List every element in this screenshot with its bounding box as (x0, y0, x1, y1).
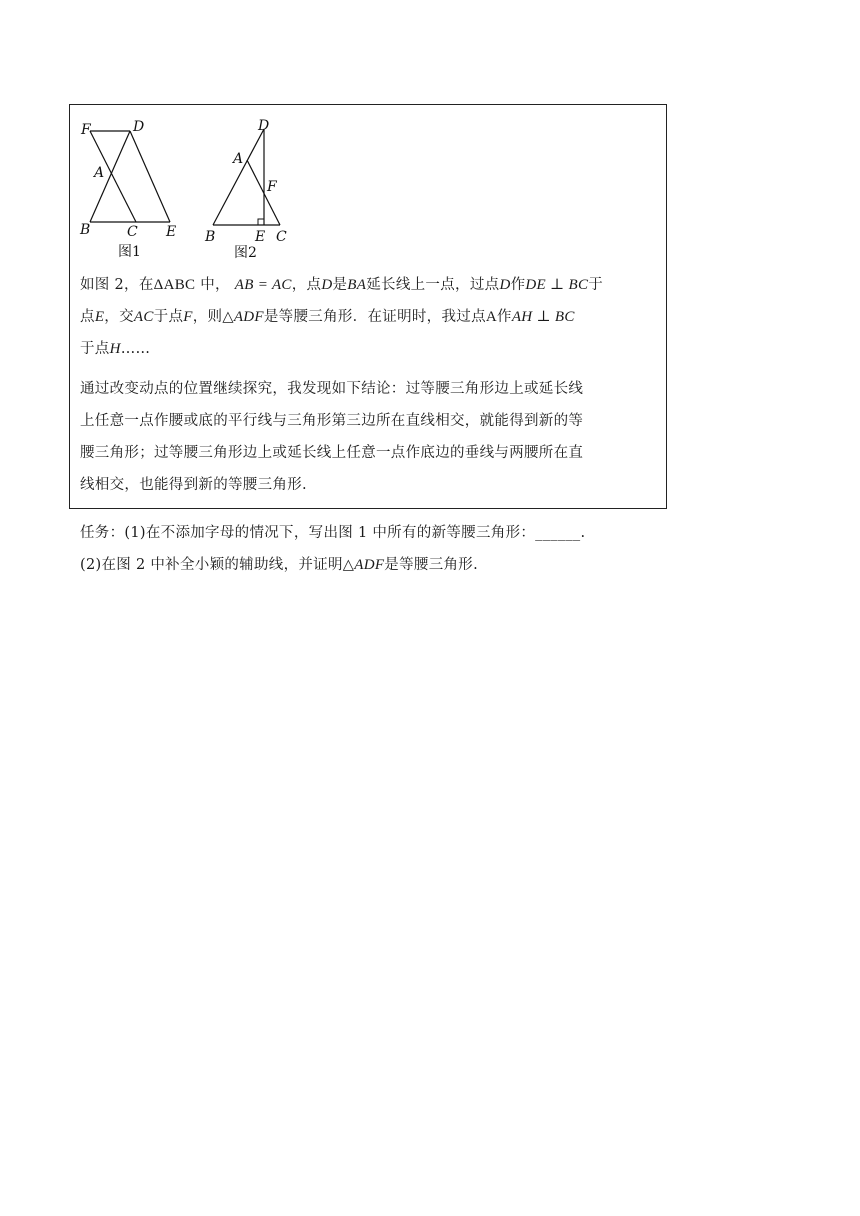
figure-2-diagram (200, 115, 300, 267)
figure-1-caption: 图1 (118, 244, 141, 260)
label-F: F (267, 179, 277, 195)
segment-DE (130, 131, 170, 222)
segment-BD (213, 129, 264, 225)
label-E: E (255, 229, 266, 245)
figure-1 (78, 117, 188, 267)
label-E: E (166, 224, 177, 240)
conclusion-line-3: 腰三角形；过等腰三角形边上或延长线上任意一点作底边的垂线与两腰所在直 (80, 445, 584, 461)
conclusion-line-2: 上任意一点作腰或底的平行线与三角形第三边所在直线相交，就能得到新的等 (80, 413, 584, 429)
setup-line-3: 于点H…… (80, 341, 151, 357)
conclusion-line-4: 线相交，也能得到新的等腰三角形. (80, 477, 307, 493)
label-D: D (133, 119, 145, 135)
label-B: B (205, 229, 216, 245)
right-angle-mark (258, 219, 264, 225)
label-B: B (80, 222, 91, 238)
paragraph-setup (80, 269, 660, 365)
problem-box (69, 104, 667, 509)
label-D: D (258, 118, 270, 134)
figure-2 (200, 115, 300, 267)
label-A: A (233, 151, 244, 167)
conclusion-line-1: 通过改变动点的位置继续探究，我发现如下结论：过等腰三角形边上或延长线 (80, 381, 584, 397)
setup-line-1: 如图 2，在ΔABC 中， AB = AC，点D是BA延长线上一点，过点D作DE ⊥ BC于 (80, 277, 604, 293)
task-2: (2)在图 2 中补全小颖的辅助线，并证明△ADF是等腰三角形. (80, 557, 479, 573)
task-1: 任务：(1)在不添加字母的情况下，写出图 1 中所有的新等腰三角形：______. (80, 525, 586, 541)
label-A: A (94, 165, 105, 181)
label-C: C (127, 224, 138, 240)
figure-2-caption: 图2 (234, 245, 257, 261)
paragraph-conclusion (80, 373, 660, 501)
label-F: F (81, 122, 91, 138)
figure-1-diagram (78, 117, 188, 267)
setup-line-2: 点E，交AC于点F，则△ADF是等腰三角形．在证明时，我过点A作AH ⊥ BC (80, 309, 575, 325)
label-C: C (276, 229, 287, 245)
